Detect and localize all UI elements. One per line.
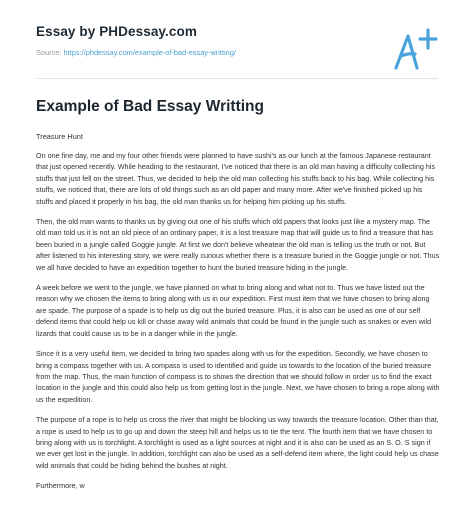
essay-paragraph: A week before we went to the jungle, we have planned on what to bring along and what not to. Thus we have listed out the reason why we chosen the items to bring along with us in our expedition. First must item that we have chosen to bring along are spade. The purpose of a spade is to help us dig out the buried treasure. Plus, it is also can be used as one of our self defend items that could help us kill or chase away wild animals that could be found in the jungle such as snakes or even wild lizards that could cause us to be in a danger while in the jungle. <box>36 283 432 338</box>
header-divider <box>36 78 438 79</box>
essay-paragraph: On one fine day, me and my four other friends were planned to have sushi's as our lunch at the famous Japanese restaurant that just opened recently. While heading to the restaurant, I've noticed that there is an old man having a difficulty collecting his stuffs that just fell on the street. Thus, we decided to help the old man collecting his stuffs back to his bag. While collecting his stuffs, we noticed that, there are lots of old things such as an old paper and many more. After we've finished picked up his stuffs and placed it properly in his bag, the old man thanks us for helping him picking up his stuffs. <box>36 151 436 206</box>
site-title[interactable]: Essay by PHDessay.com <box>36 24 197 39</box>
a-letter-strokes <box>396 36 417 68</box>
essay-body <box>36 150 440 492</box>
essay-paragraph: Since it is a very useful item, we decided to bring two spades along with us for the expedition. Secondly, we have chosen to bring a compass together with us. A compass is used to identified and guide us towards to the location of the buried treasure from the map. Thus, the main function of compass is to shows the direction that we should follow in order us to find the exact location in the jungle and this could also help us from getting lost in the jungle. Next, we have chosen to bring a rope along with us the expedition. <box>36 349 440 404</box>
essay-paragraph: Then, the old man wants to thanks us by giving out one of his stuffs which old papers that looks just like a mystery map. The old man told us it is not an old piece of an ordinary paper, it is a lost treasure map that will guide us to find a treasure that has been buried in a jungle called Goggie jungle. At first we don't believe wheatear the old man is telling us the truth or not. But after listened to his interesting story, we were really curious whether there is a treasure buried in the Goggie jungle or not. Thus we all have decided to have an expedition together to hunt the buried treasure hiding in the jungle. <box>36 217 440 272</box>
source-line <box>36 48 376 57</box>
source-link[interactable]: https://phdessay.com/example-of-bad-essay-writting/ <box>63 48 236 57</box>
essay-paragraph: The purpose of a rope is to help us cross the river that might be blocking us way towards the treasure location. Other than that, a rope is used to help us to go up and down the steep hill and helps us to tie the tent. The fourth item that we have chosen to bring along with us is torchlight. A torchlight is used as a light sources at night and it is also can be used as an S. O. S sign if we ever get lost in the jungle. In addition, torchlight can also be used as a self-defend item where, the light could help us chase wild animals that could be hiding behind the bushes at night. <box>36 415 439 470</box>
essay-title: Example of Bad Essay Writting <box>36 98 264 115</box>
site-header <box>36 24 376 57</box>
essay-paragraph-truncated: Furthermore, w <box>36 481 85 491</box>
source-label: Source: <box>36 48 62 57</box>
essay-subtitle: Treasure Hunt <box>36 132 83 141</box>
a-plus-logo[interactable] <box>390 26 440 72</box>
